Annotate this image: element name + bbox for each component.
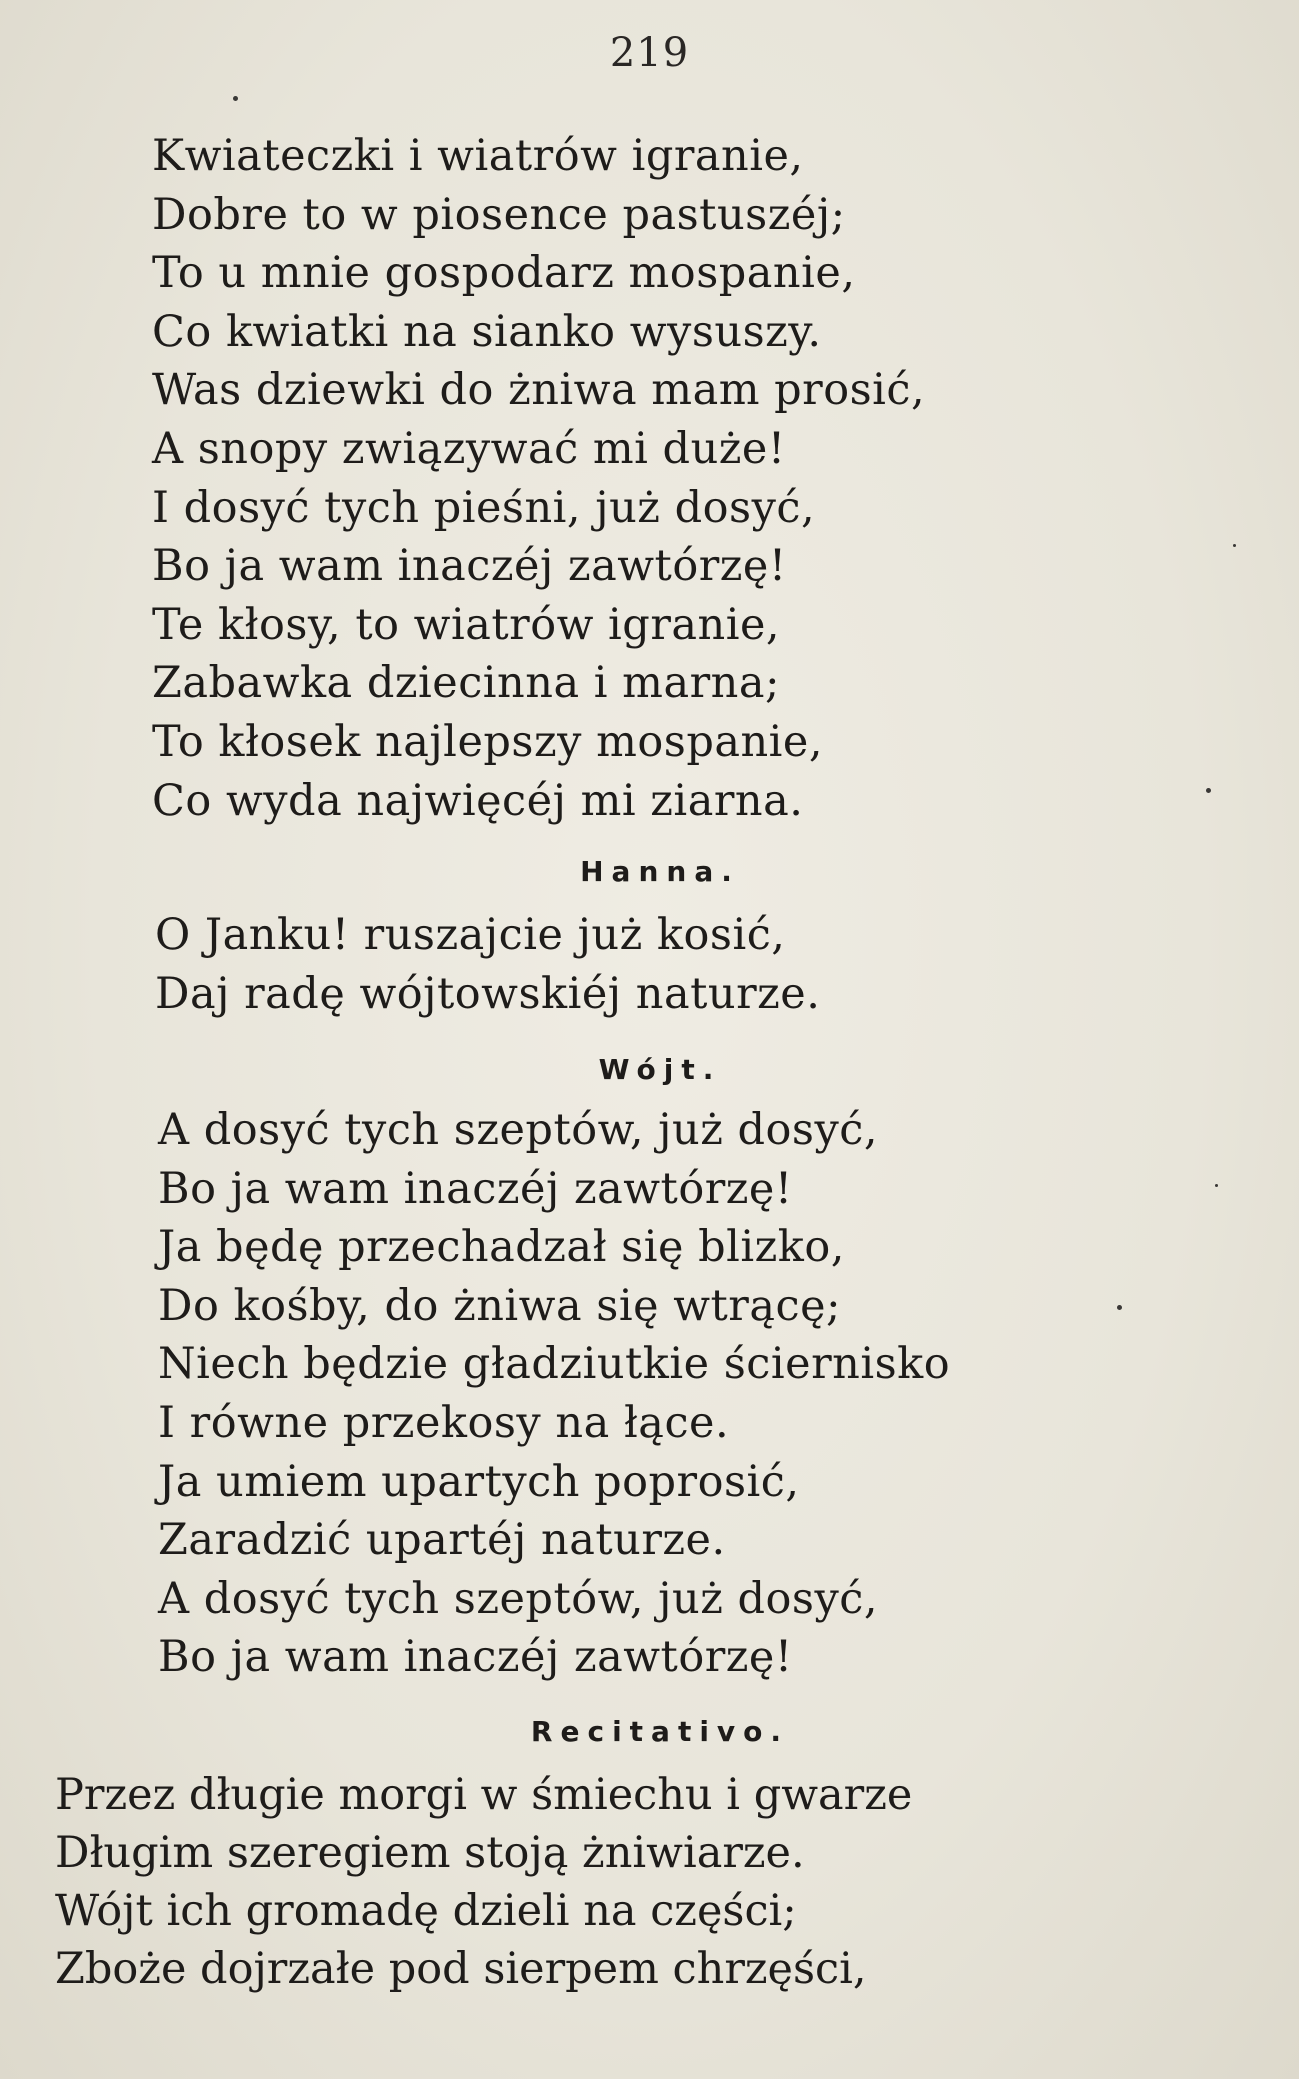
verse-line: Dobre to w piosence pastuszéj;	[152, 189, 846, 240]
verse-line: To kłosek najlepszy mospanie,	[152, 716, 824, 767]
ink-speck	[233, 96, 238, 101]
verse-line: Długim szeregiem stoją żniwiarze.	[55, 1828, 805, 1878]
verse-line: Kwiateczki i wiatrów igranie,	[152, 131, 804, 181]
stanza-1	[152, 127, 925, 830]
verse-line: Zaradzić upartéj naturze.	[158, 1515, 726, 1566]
ink-speck	[1206, 788, 1211, 793]
verse-line: Wójt ich gromadę dzieli na części;	[55, 1886, 797, 1936]
verse-line: Te kłosy, to wiatrów igranie,	[152, 599, 781, 650]
stanza-2	[155, 906, 820, 1023]
verse-line: O Janku! ruszajcie już kosić,	[155, 910, 786, 960]
speaker-heading-recitativo: Recitativo.	[530, 1715, 790, 1748]
verse-line: I dosyć tych pieśni, już dosyć,	[152, 482, 816, 533]
verse-line: A dosyć tych szeptów, już dosyć,	[158, 1573, 879, 1624]
verse-line: Bo ja wam inaczéj zawtórzę!	[152, 541, 787, 592]
ink-speck	[1233, 544, 1236, 547]
speaker-heading-hanna: Hanna.	[580, 855, 740, 888]
verse-line: Przez długie morgi w śmiechu i gwarze	[55, 1770, 913, 1820]
verse-line: Do kośby, do żniwa się wtrącę;	[158, 1280, 842, 1331]
recitativo-stanza	[55, 1766, 912, 1998]
page-number	[0, 30, 1299, 76]
speaker-heading-wojt: Wójt.	[598, 1053, 722, 1086]
verse-line: Co kwiatki na sianko wysuszy.	[152, 306, 822, 357]
verse-line: I równe przekosy na łące.	[158, 1397, 730, 1448]
verse-line: To u mnie gospodarz mospanie,	[152, 248, 856, 299]
verse-line: Ja będę przechadzał się blizko,	[158, 1222, 845, 1273]
verse-line: Niech będzie gładziutkie ściernisko	[158, 1339, 951, 1390]
verse-line: Ja umiem upartych poprosić,	[158, 1456, 800, 1507]
verse-line: Zabawka dziecinna i marna;	[152, 658, 780, 709]
verse-line: Daj radę wójtowskiéj naturze.	[155, 968, 821, 1019]
verse-line: Bo ja wam inaczéj zawtórzę!	[158, 1632, 793, 1683]
ink-speck	[1117, 1305, 1122, 1310]
verse-line: A dosyć tych szeptów, już dosyć,	[158, 1105, 879, 1155]
verse-line: Was dziewki do żniwa mam prosić,	[152, 365, 926, 416]
page-number-text: 219	[609, 30, 690, 76]
ink-speck	[1215, 1184, 1218, 1187]
verse-line: Bo ja wam inaczéj zawtórzę!	[158, 1163, 793, 1214]
stanza-3	[158, 1101, 950, 1687]
verse-line: Co wyda najwięcéj mi ziarna.	[152, 775, 804, 826]
verse-line: Zboże dojrzałe pod sierpem chrzęści,	[55, 1944, 867, 1994]
verse-line: A snopy związywać mi duże!	[152, 423, 786, 474]
